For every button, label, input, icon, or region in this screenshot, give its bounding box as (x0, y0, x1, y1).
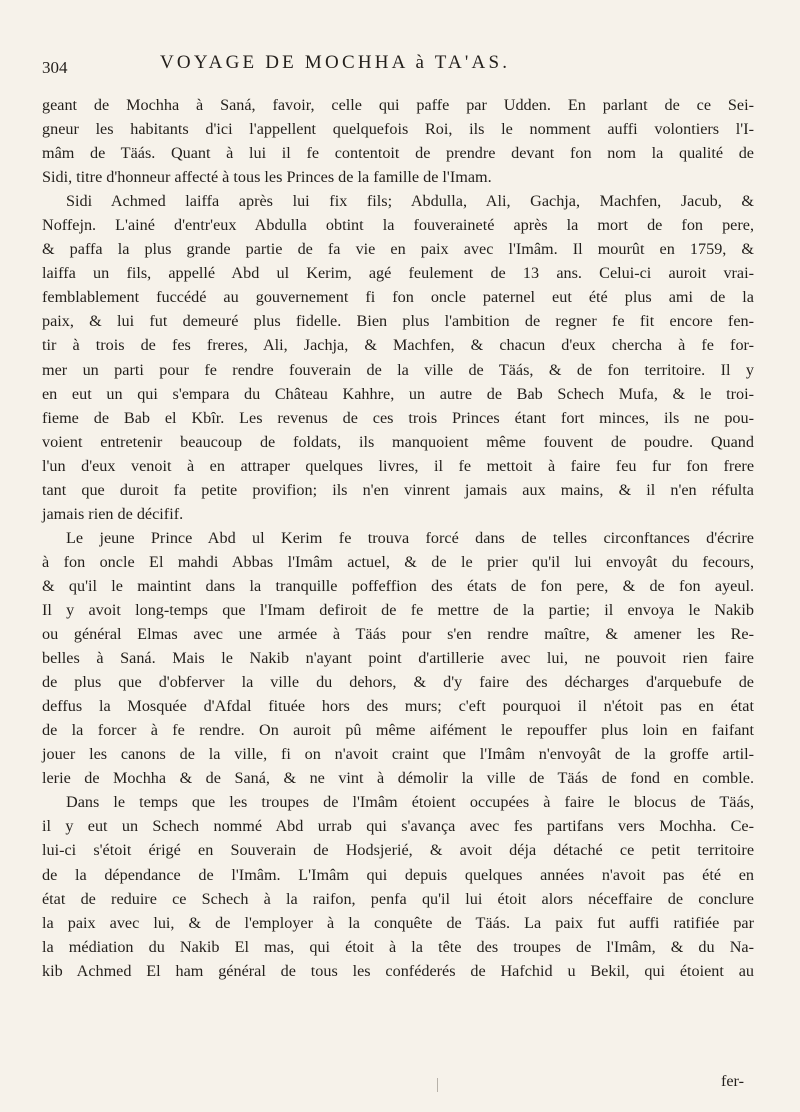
print-mark (437, 1078, 438, 1092)
text-line: état de reduire ce Schech à la raifon, penfa qu'il lui étoit alors néceffaire de conclure (42, 889, 754, 908)
text-line: de la dépendance de l'Imâm. L'Imâm qui depuis quelques années n'avoit pas été en (42, 865, 754, 884)
text-line: tir à trois de fes freres, Ali, Jachja, & Machfen, & chacun d'eux chercha à fe for- (42, 336, 754, 355)
text-line: Il y avoit long-temps que l'Imam defiroit de fe mettre de la partie; il envoya le Nakib (42, 600, 754, 619)
text-line: & qu'il le maintint dans la tranquille poffeffion des états de fon pere, & de fon ayeul. (42, 576, 754, 595)
text-line: lerie de Mochha & de Saná, & ne vint à démolir la ville de Täás de fond en comble. (42, 769, 754, 788)
body-text (42, 93, 754, 983)
text-line: deffus la Mosquée d'Afdal fituée hors des murs; c'eft pourquoi il n'étoit pas en état (42, 697, 754, 716)
text-line: tant que duroit fa petite provifion; ils n'en vinrent jamais aux mains, & il n'en réfulta (42, 480, 754, 499)
text-line: & paffa la plus grande partie de fa vie en paix avec l'Imâm. Il mourût en 1759, & (42, 240, 754, 259)
catchword: fer- (720, 1072, 744, 1090)
text-line: gneur les habitants d'ici l'appellent quelquefois Roi, ils le nomment auffi volontiers l'I- (42, 120, 754, 139)
text-line: de la forcer à fe rendre. On auroit pû même aifément le repouffer plus loin en faifant (42, 721, 754, 740)
text-line: Sidi, titre d'honneur affecté à tous les Princes de la famille de l'Imam. (42, 168, 492, 187)
text-line: mer un parti pour fe rendre fouverain de la ville de Täás, & de fon territoire. Il y (42, 360, 754, 379)
text-line: la paix avec lui, & de l'employer à la conquête de Täás. La paix fut auffi ratifiée par (42, 913, 754, 932)
text-line: voient entretenir beaucoup de foldats, ils manquoient même fouvent de poudre. Quand (42, 432, 754, 451)
text-line: mâm de Täás. Quant à lui il fe contentoit de prendre devant fon nom la qualité de (42, 144, 754, 163)
text-line: de plus que d'obferver la ville du dehors, & d'y faire des décharges d'arquebufe de (42, 673, 754, 692)
running-head: VOYAGE DE MOCHHA à TA'AS. (160, 52, 511, 73)
text-line: lui-ci s'étoit érigé en Souverain de Hodsjerié, & avoit déja détaché ce petit territoire (42, 841, 754, 860)
text-line: paix, & lui fut demeuré plus fidelle. Bien plus l'ambition de regner fe fit encore fen- (42, 312, 754, 331)
text-line: Noffejn. L'ainé d'entr'eux Abdulla obtint la fouveraineté après la mort de fon pere, (42, 216, 754, 235)
text-line: à fon oncle El mahdi Abbas l'Imâm actuel, & de le prier qu'il lui envoyât du fecours, (42, 552, 754, 571)
text-line: laiffa un fils, appellé Abd ul Kerim, agé feulement de 13 ans. Celui-ci auroit vrai- (42, 264, 754, 283)
text-line: femblablement fuccédé au gouvernement fi fon oncle paternel eut été plus ami de la (42, 288, 754, 307)
text-line: belles à Saná. Mais le Nakib n'ayant point d'artillerie avec lui, ne pouvoit rien faire (42, 649, 754, 668)
text-line: il y eut un Schech nommé Abd urrab qui s'avança avec fes partifans vers Mochha. Ce- (42, 817, 754, 836)
text-line: la médiation du Nakib El mas, qui étoit à la tête des troupes de l'Imâm, & du Na- (42, 937, 754, 956)
text-line: Sidi Achmed laiffa après lui fix fils; Abdulla, Ali, Gachja, Machfen, Jacub, & (66, 192, 754, 211)
page-number: 304 (42, 58, 68, 77)
text-line: Dans le temps que les troupes de l'Imâm étoient occupées à faire le blocus de Täás, (66, 793, 754, 812)
text-line: fieme de Bab el Kbîr. Les revenus de ces trois Princes étant fort minces, ils ne pou- (42, 408, 754, 427)
text-line: Le jeune Prince Abd ul Kerim fe trouva forcé dans de telles circonftances d'écrire (66, 528, 754, 547)
text-line: jouer les canons de la ville, fi on n'avoit craint que l'Imâm n'envoyât de la groffe artil- (42, 745, 754, 764)
text-line: en eut un qui s'empara du Château Kahhre, un autre de Bab Schech Mufa, & le troi- (42, 384, 754, 403)
text-line: geant de Mochha à Saná, favoir, celle qui paffe par Udden. En parlant de ce Sei- (42, 96, 754, 114)
text-line: jamais rien de décifif. (42, 504, 184, 523)
text-line: ou général Elmas avec une armée à Täás pour s'en rendre maître, & amener les Re- (42, 625, 754, 644)
text-line: kib Achmed El ham général de tous les conféderés de Hafchid u Bekil, qui étoient au (42, 961, 754, 980)
text-line: l'un d'eux venoit à en attraper quelques livres, il fe mettoit à faire feu fur fon frere (42, 456, 754, 475)
page-header (42, 52, 742, 80)
